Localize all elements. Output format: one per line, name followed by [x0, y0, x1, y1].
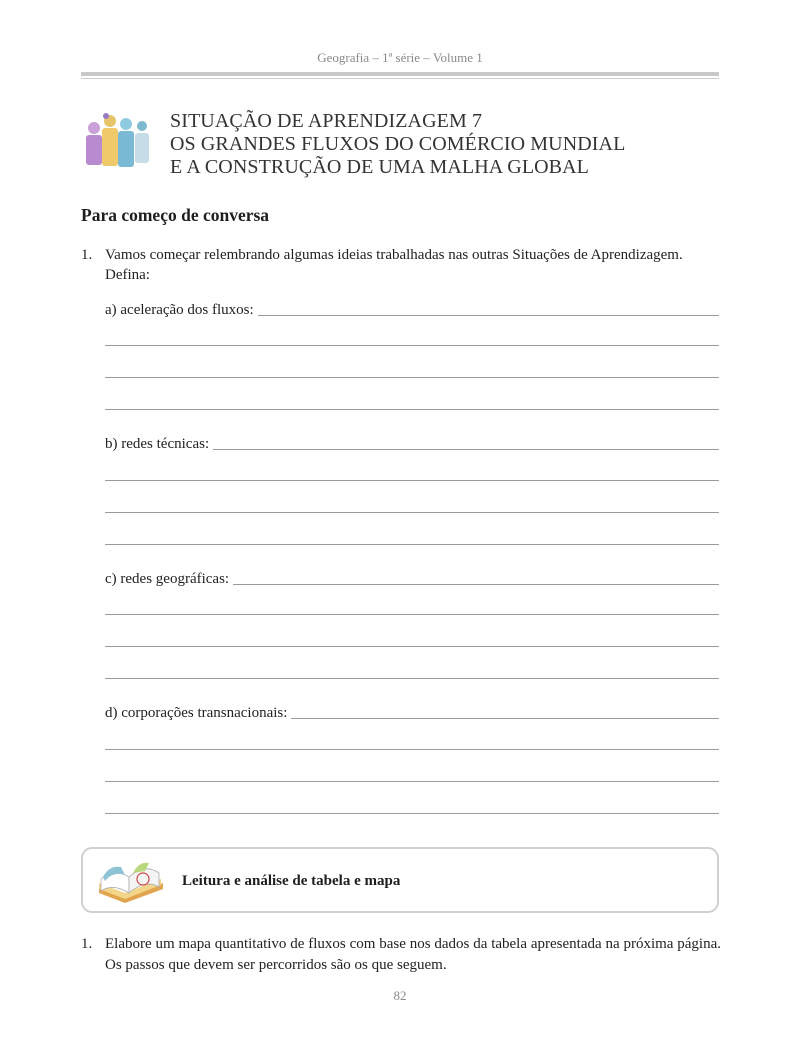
answer-line[interactable]: [105, 813, 719, 814]
title-line-3: E A CONSTRUÇÃO DE UMA MALHA GLOBAL: [170, 156, 589, 178]
answer-line[interactable]: [291, 717, 719, 719]
page-number: 82: [393, 988, 407, 1003]
question-number: 1.: [81, 247, 93, 263]
header-rule-thin: [81, 78, 719, 79]
answer-line[interactable]: [105, 678, 719, 679]
answer-line[interactable]: [233, 583, 719, 585]
question-text: Vamos começar relembrando algumas ideias trabalhadas nas outras Situações de Aprendizagem. Defina:: [105, 247, 683, 283]
answer-line[interactable]: [105, 377, 719, 378]
answer-item-d[interactable]: [105, 705, 719, 722]
reading-section-label: Leitura e análise de tabela e mapa: [182, 873, 401, 889]
header-rule: [81, 72, 719, 76]
answer-line[interactable]: [105, 646, 719, 647]
question-2: [81, 934, 721, 976]
open-book-icon: [95, 853, 167, 905]
running-header: Geografia – 1ª série – Volume 1: [317, 50, 483, 65]
lesson-title: [170, 110, 625, 179]
item-label: b) redes técnicas:: [105, 436, 210, 452]
answer-line[interactable]: [105, 512, 719, 513]
title-line-2: OS GRANDES FLUXOS DO COMÉRCIO MUNDIAL: [170, 133, 626, 155]
answer-item-b[interactable]: [105, 436, 719, 453]
answer-line[interactable]: [105, 544, 719, 545]
section-heading: Para começo de conversa: [81, 205, 270, 225]
people-group-icon: [80, 112, 152, 170]
answer-line[interactable]: [105, 614, 719, 615]
answer-item-c[interactable]: [105, 571, 719, 588]
item-label: c) redes geográficas:: [105, 571, 230, 587]
title-line-1: SITUAÇÃO DE APRENDIZAGEM 7: [170, 110, 483, 132]
item-label: a) aceleração dos fluxos:: [105, 302, 254, 318]
question-number: 1.: [81, 936, 93, 952]
answer-line[interactable]: [258, 314, 719, 316]
item-label: d) corporações transnacionais:: [105, 705, 288, 721]
question-1: [81, 245, 721, 285]
answer-line[interactable]: [105, 409, 719, 410]
answer-line[interactable]: [213, 448, 719, 450]
answer-item-a[interactable]: [105, 302, 719, 319]
answer-line[interactable]: [105, 781, 719, 782]
answer-line[interactable]: [105, 345, 719, 346]
answer-line[interactable]: [105, 480, 719, 481]
question-text: Elabore um mapa quantitativo de fluxos com base nos dados da tabela apresentada na próxima página. Os passos que devem ser percorridos são os que seguem.: [105, 936, 721, 973]
answer-line[interactable]: [105, 749, 719, 750]
